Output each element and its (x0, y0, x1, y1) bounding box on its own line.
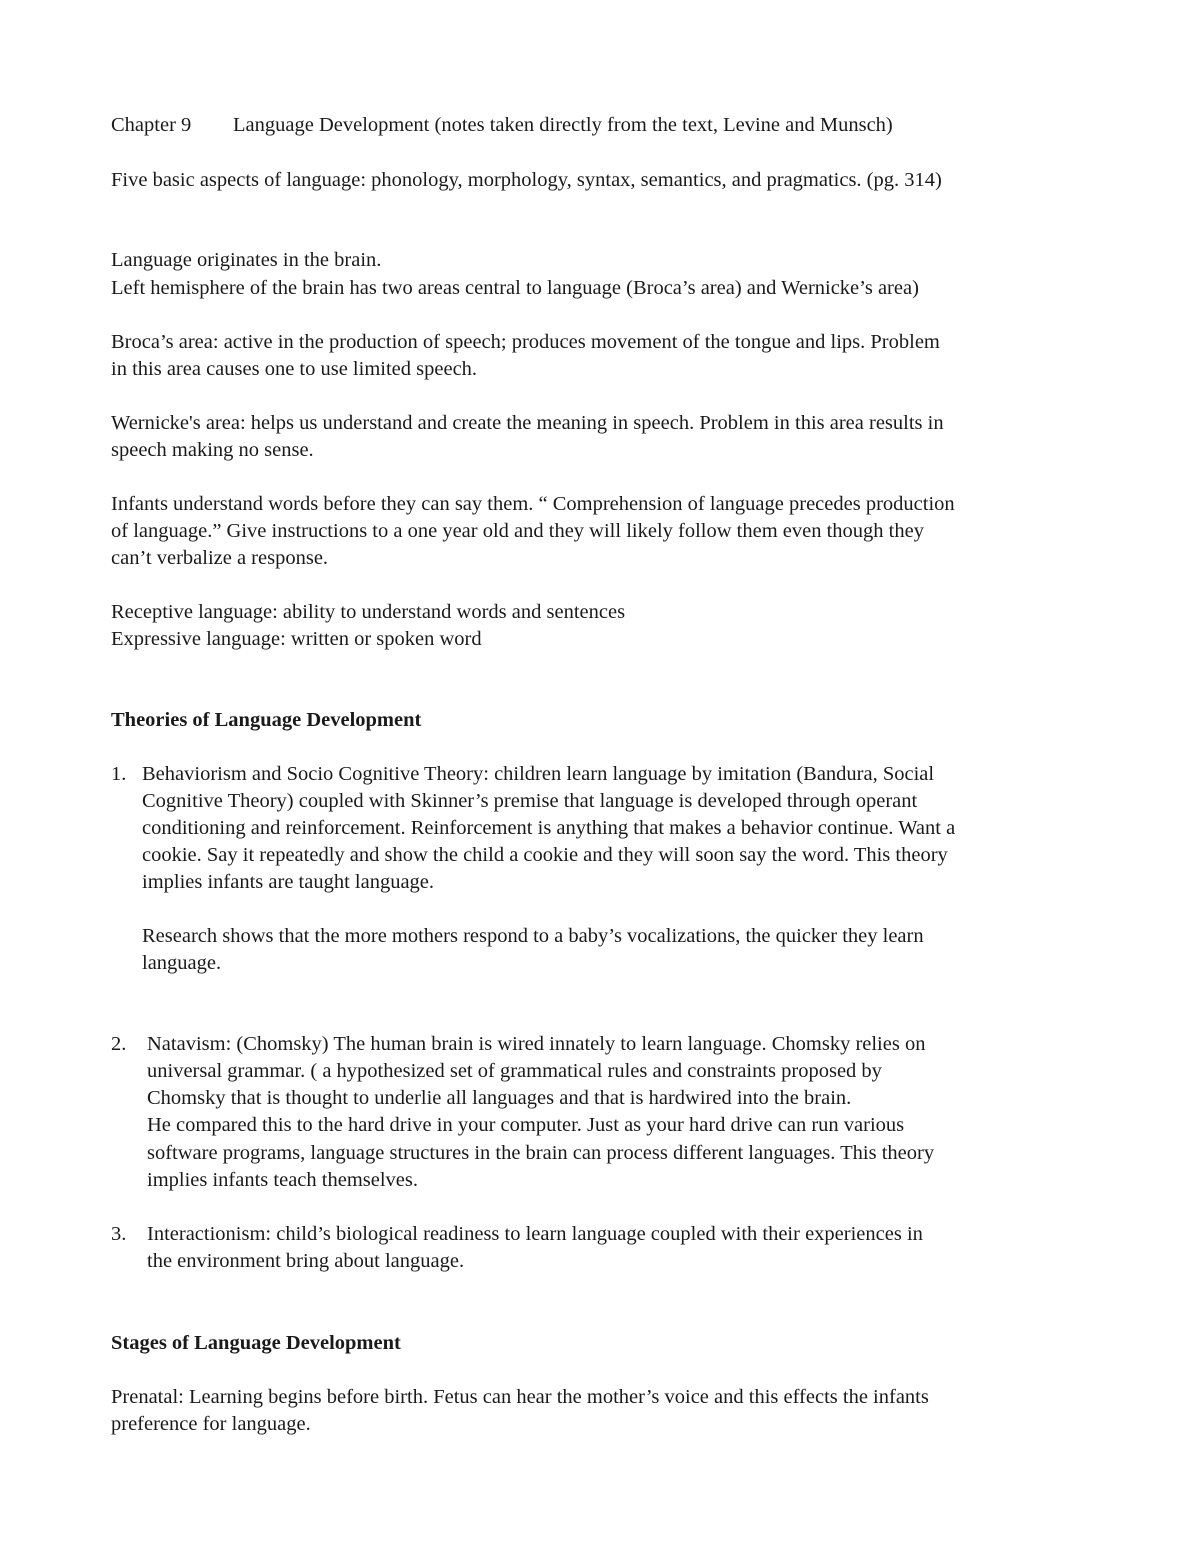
document-title: Language Development (notes taken directly from the text, Levine and Munsch) (233, 114, 893, 136)
item3-line-1: Interactionism: child’s biological readiness to learn language coupled with their experiences in (147, 1223, 923, 1245)
item2-line-2: universal grammar. ( a hypothesized set of grammatical rules and constraints proposed by (147, 1060, 882, 1082)
item1-research-line-2: language. (142, 952, 222, 974)
stages-heading: Stages of Language Development (111, 1332, 401, 1354)
list-number-2: 2. (111, 1033, 127, 1055)
item1-line-1: Behaviorism and Socio Cognitive Theory: children learn language by imitation (Bandura, Social (142, 763, 935, 785)
expressive-language: Expressive language: written or spoken word (111, 628, 482, 650)
item2-line-4: He compared this to the hard drive in your computer. Just as your hard drive can run various (147, 1114, 905, 1136)
wernicke-line-1: Wernicke's area: helps us understand and create the meaning in speech. Problem in this area results in (111, 412, 944, 434)
list-number-1: 1. (111, 763, 127, 785)
chapter-label: Chapter 9 (111, 114, 192, 136)
item3-line-2: the environment bring about language. (147, 1250, 465, 1272)
broca-line-1: Broca’s area: active in the production of speech; produces movement of the tongue and lips. Problem (111, 331, 940, 353)
infants-line-1: Infants understand words before they can say them. “ Comprehension of language precedes production (111, 493, 955, 515)
prenatal-line-1: Prenatal: Learning begins before birth. Fetus can hear the mother’s voice and this effects the infants (111, 1386, 929, 1408)
infants-line-3: can’t verbalize a response. (111, 547, 329, 569)
item2-line-3: Chomsky that is thought to underlie all languages and that is hardwired into the brain. (147, 1087, 852, 1109)
item2-line-5: software programs, language structures in the brain can process different languages. This theory (147, 1142, 935, 1164)
item1-line-3: conditioning and reinforcement. Reinforcement is anything that makes a behavior continue. Want a (142, 817, 956, 839)
infants-line-2: of language.” Give instructions to a one year old and they will likely follow them even though they (111, 520, 924, 542)
item1-research-line-1: Research shows that the more mothers respond to a baby’s vocalizations, the quicker they learn (142, 925, 924, 947)
brain-line-2: Left hemisphere of the brain has two areas central to language (Broca’s area) and Wernicke’s area) (111, 277, 919, 299)
list-number-3: 3. (111, 1223, 127, 1245)
wernicke-line-2: speech making no sense. (111, 439, 314, 461)
item2-line-6: implies infants teach themselves. (147, 1169, 418, 1191)
item1-line-4: cookie. Say it repeatedly and show the child a cookie and they will soon say the word. This theory (142, 844, 948, 866)
prenatal-line-2: preference for language. (111, 1413, 311, 1435)
item2-line-1: Natavism: (Chomsky) The human brain is wired innately to learn language. Chomsky relies on (147, 1033, 926, 1055)
item1-line-2: Cognitive Theory) coupled with Skinner’s premise that language is developed through operant (142, 790, 918, 812)
theories-heading: Theories of Language Development (111, 709, 422, 731)
receptive-language: Receptive language: ability to understand words and sentences (111, 601, 626, 623)
aspects-paragraph: Five basic aspects of language: phonology, morphology, syntax, semantics, and pragmatics. (pg. 314) (111, 169, 942, 191)
broca-line-2: in this area causes one to use limited speech. (111, 358, 478, 380)
item1-line-5: implies infants are taught language. (142, 871, 435, 893)
brain-line-1: Language originates in the brain. (111, 249, 382, 271)
